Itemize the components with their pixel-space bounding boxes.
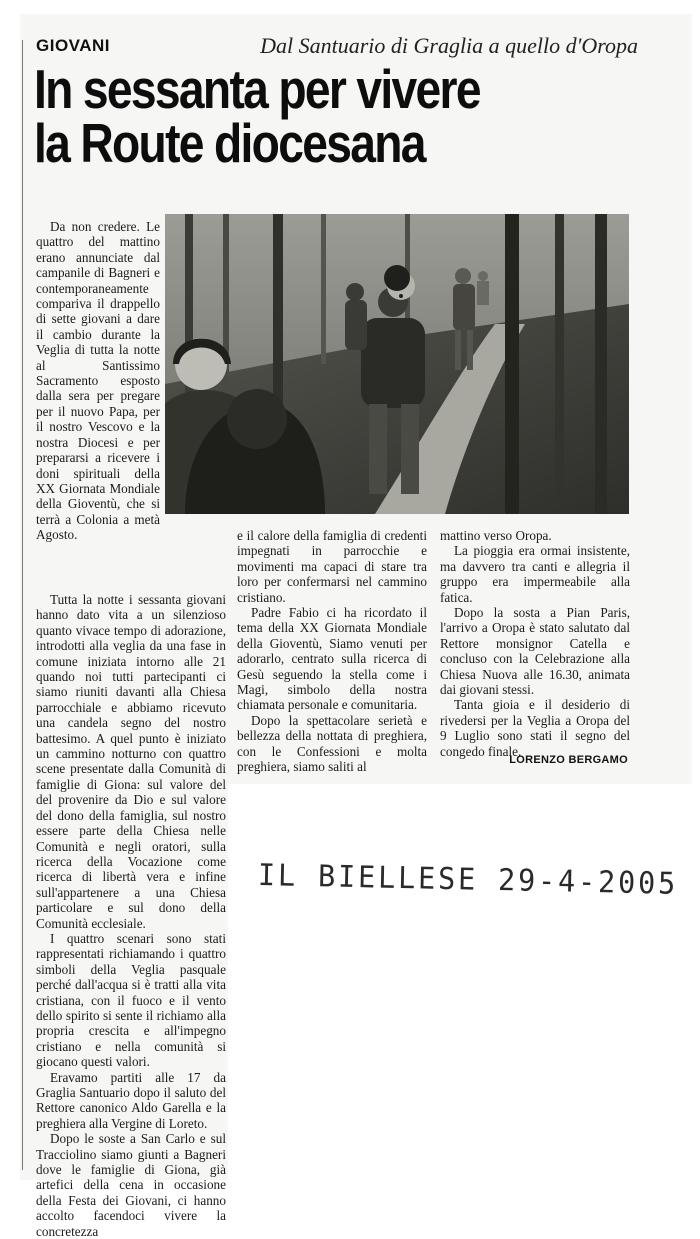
article-column-1: [36, 592, 226, 1239]
paragraph: I quattro scenari sono stati rappresentati richiamando i quattro simboli della Veglia pasquale perché dall'acqua si è tratti alla vita cristiana, con il fuoco e il vento dello spirito si sente il richiamo alla propria crescita e all'impegno cristiano e nella comunità si giocano questi valori.: [36, 930, 226, 1070]
paragraph: Dopo la spettacolare serietà e bellezza della nottata di preghiera, con le Confessioni e molta preghiera, siamo saliti al: [237, 712, 427, 775]
paragraph: Da non credere. Le quattro del mattino erano annunciate dal campanile di Bagneri e contemporaneamente compariva il drappello di sette giovani a dare il cambio durante la Veglia di tutta la notte al Santissimo Sacramento esposto dalla sera per pregare per il nuovo Papa, per il nostro Vescovo e la nostra Diocesi e per prepararsi a ricevere i doni spirituali della XX Giornata Mondiale della Gioventù, che si terrà a Colonia a metà Agosto.: [36, 219, 160, 543]
headline-line-1: In sessanta per vivere: [34, 58, 480, 120]
article-column-3: [440, 528, 630, 759]
article-photo: [165, 214, 629, 514]
hikers-in-forest-image: [165, 214, 629, 514]
kicker: Dal Santuario di Graglia a quello d'Oropa: [260, 33, 638, 58]
paragraph: Padre Fabio ci ha ricordato il tema della XX Giornata Mondiale della Gioventù, Siamo venuti per adorarlo, centrato sulla ricerca di Gesù seguendo la stella come i Magi, simbolo della nostra chiamata personale e comunitaria.: [237, 605, 427, 713]
paragraph: Eravamo partiti alle 17 da Graglia Santuario dopo il saluto del Rettore canonico Aldo Garella e la preghiera alla Vergine di Loreto.: [36, 1069, 226, 1131]
paragraph: e il calore della famiglia di credenti impegnati in parrocchie e movimenti ma capaci di stare tra loro per confermarsi nel cammino cristiano.: [237, 528, 427, 605]
clipping-edge: [22, 40, 23, 1170]
paragraph: Tanta gioia e il desiderio di rivedersi per la Veglia a Oropa del 9 Luglio sono stati il segno del congedo finale.: [440, 697, 630, 759]
headline-line-2: la Route diocesana: [34, 112, 425, 174]
section-label: GIOVANI: [36, 36, 111, 55]
headline: [34, 58, 572, 174]
paragraph: Dopo la sosta a Pian Paris, l'arrivo a Oropa è stato salutato dal Rettore monsignor Catella e concluso con la Celebrazione alla Chiesa Nuova alle 16.30, animata dai giovani stessi.: [440, 605, 630, 698]
byline: LORENZO BERGAMO: [509, 754, 628, 766]
paragraph: La pioggia era ormai insistente, ma davvero tra canti e allegria il gruppo era impermeabile alla fatica.: [440, 543, 630, 605]
article-column-1-top: [36, 219, 160, 543]
paragraph: mattino verso Oropa.: [440, 528, 552, 543]
article-column-2: [237, 528, 427, 775]
paragraph: Tutta la notte i sessanta giovani hanno dato vita a un silenzioso quanto vivace tempo di adorazione, introdotti alla veglia da una fase in comune iniziata intorno alle 21 quando noi tutti partecipanti ci siamo riuniti davanti alla Chiesa parrocchiale e abbiamo ricevuto una candela segno del nostro battesimo. A quel punto è iniziato un cammino notturno con quattro scene presentate dalla Comunità di famiglie di Giona: sul valore del del provenire da Dio e sul valore del dono della famiglia, sul nostro essere parte della Chiesa nelle Comunità e negli oratori, sulla ricerca della Vocazione come ricerca di libertà vera e infine sull'appartenere a una Chiesa particolare e sul dono della Comunità ecclesiale.: [36, 592, 226, 931]
handwritten-source-note: IL BIELLESE 29-4-2005: [257, 858, 679, 902]
paragraph: Dopo le soste a San Carlo e sul Tracciolino siamo giunti a Bagneri dove le famiglie di Giona, già artefici della cena in occasione della Festa dei Giovani, ci hanno accolto facendoci vivere la concretezza: [36, 1131, 226, 1239]
